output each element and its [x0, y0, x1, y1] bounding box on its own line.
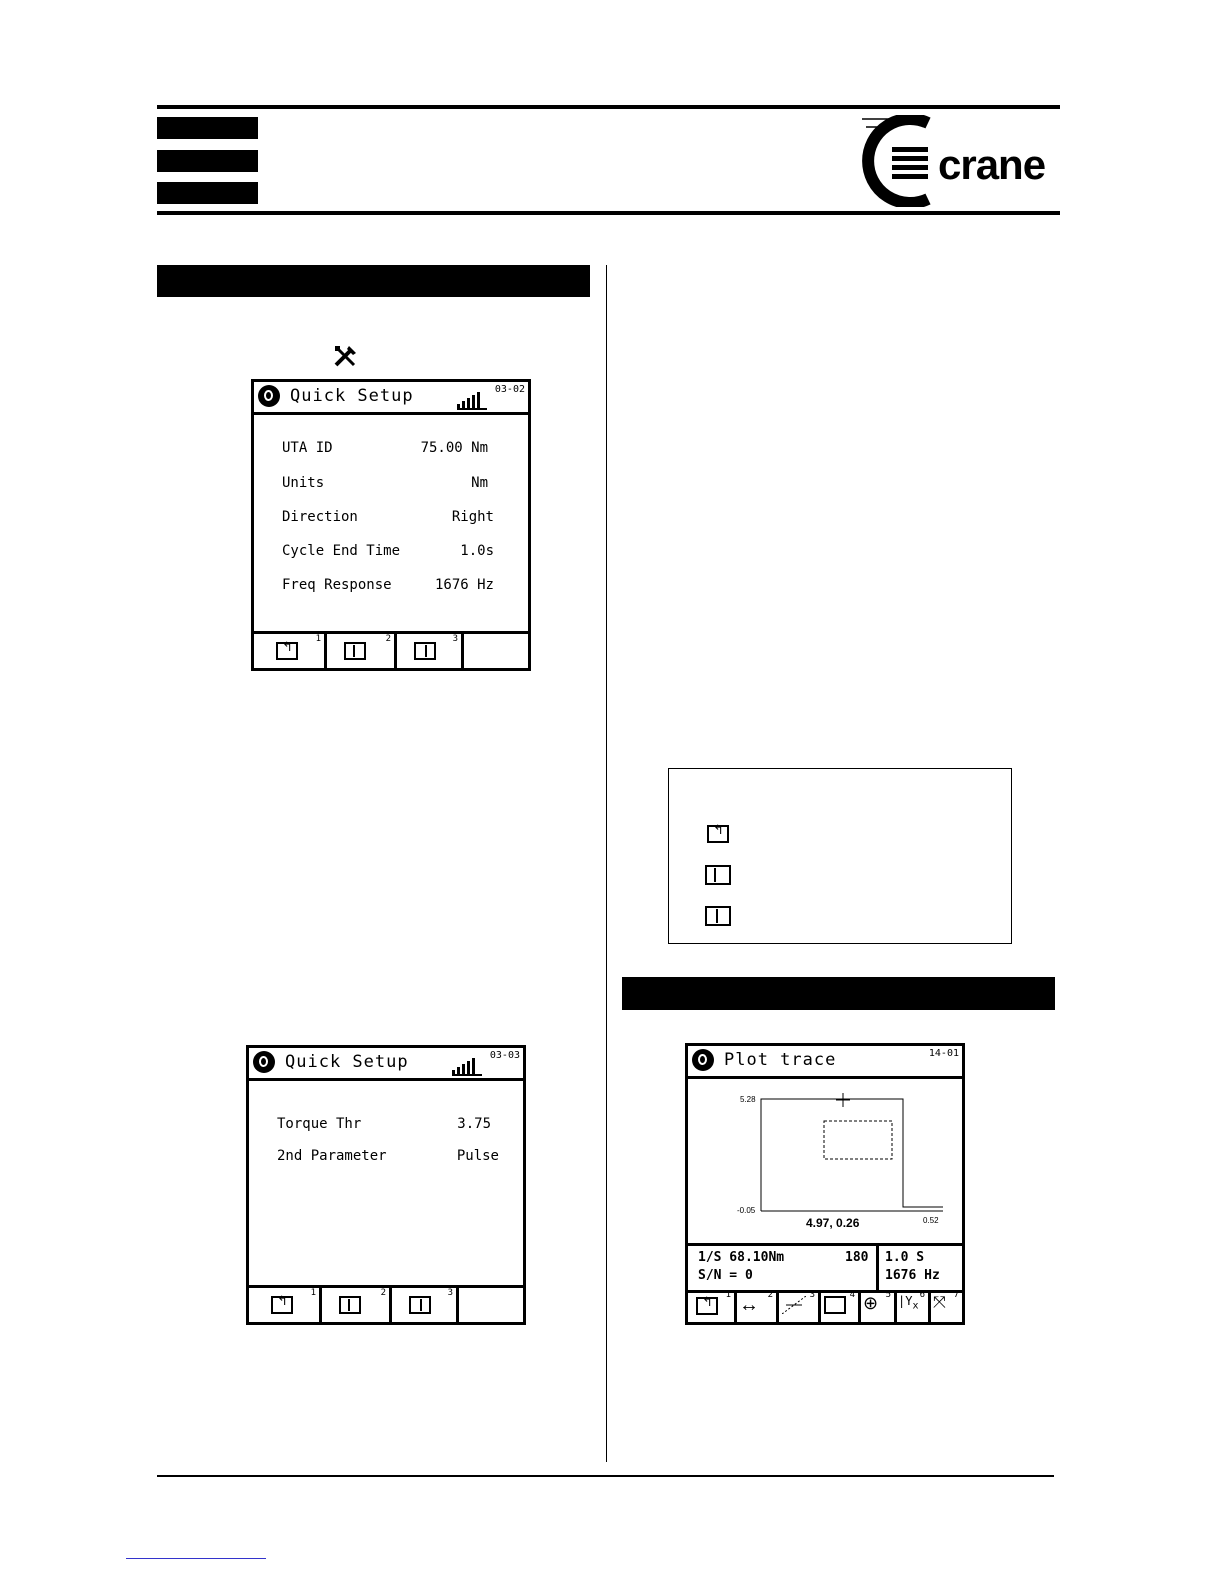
setting-value: 75.00 Nm	[420, 440, 488, 456]
setting-value: 1676 Hz	[434, 577, 494, 593]
setting-label: Torque Thr	[277, 1116, 362, 1132]
softkey-number: 2	[385, 634, 391, 644]
setting-value: 3.75	[457, 1116, 491, 1132]
screen-code: 14-01	[928, 1048, 959, 1059]
setting-label: Cycle End Time	[282, 543, 401, 559]
setting-value: Nm	[471, 475, 488, 491]
x-axis-right-label: 0.52	[923, 1216, 939, 1225]
crane-logo	[858, 115, 1063, 207]
plot-trace-screen	[685, 1043, 965, 1325]
softkey-number: 3	[809, 1290, 815, 1300]
softkey-expand[interactable]	[928, 1290, 962, 1322]
setting-value: 1.0s	[460, 543, 494, 559]
screen-code: 03-03	[489, 1050, 520, 1061]
softkey-previous[interactable]	[319, 1288, 392, 1322]
signal-strength-icon	[457, 390, 487, 408]
setting-value: Right	[451, 509, 494, 525]
softkey-number: 4	[849, 1290, 855, 1300]
softkey-legend-box	[668, 768, 1012, 944]
softkey-exit[interactable]	[688, 1290, 737, 1322]
setting-label: Direction	[282, 509, 358, 525]
softkey-bar	[254, 631, 528, 668]
softkey-exit[interactable]	[249, 1288, 322, 1322]
column-divider	[606, 265, 607, 1462]
signal-strength-icon	[452, 1056, 482, 1074]
previous-page-icon	[339, 1296, 361, 1314]
y-axis-top-label: 5.28	[740, 1095, 756, 1104]
exit-icon	[696, 1297, 718, 1315]
footnote-rule	[126, 1558, 266, 1559]
globe-icon	[692, 1049, 714, 1071]
softkey-number: 1	[310, 1288, 316, 1298]
exit-icon	[271, 1296, 293, 1314]
screen-title-bar	[688, 1046, 962, 1079]
exit-icon	[276, 642, 298, 660]
softkey-number: 1	[725, 1290, 731, 1300]
softkey-pan[interactable]	[734, 1290, 779, 1322]
globe-icon	[253, 1051, 275, 1073]
quick-setup-screen-2	[246, 1045, 526, 1325]
wrench-screwdriver-icon	[333, 343, 359, 369]
setting-value: Pulse	[456, 1148, 499, 1164]
softkey-number: 3	[447, 1288, 453, 1298]
softkey-next[interactable]	[389, 1288, 459, 1322]
footer-rule	[157, 1475, 1054, 1477]
softkey-print[interactable]	[818, 1290, 861, 1322]
status-time: 1.0 S	[885, 1250, 925, 1265]
screen-code: 03-02	[494, 384, 525, 395]
softkey-number: 2	[767, 1290, 773, 1300]
softkey-bar	[249, 1285, 523, 1322]
header-top-rule	[157, 105, 1060, 109]
exit-icon	[707, 825, 729, 843]
y-axis-bottom-label: -0.05	[737, 1206, 756, 1215]
plot-softkey-bar	[688, 1290, 962, 1322]
print-icon	[824, 1296, 846, 1314]
setting-label: Units	[282, 475, 325, 491]
previous-page-icon	[344, 642, 366, 660]
status-torque: 1/S 68.10Nm	[698, 1250, 785, 1265]
screen-title: Plot trace	[724, 1050, 837, 1070]
header-bottom-rule	[157, 211, 1060, 215]
softkey-number: 7	[953, 1290, 959, 1300]
screen-title: Quick Setup	[285, 1052, 409, 1072]
softkey-cursor[interactable]	[776, 1290, 821, 1322]
status-panel	[688, 1243, 962, 1293]
next-page-icon	[705, 906, 731, 926]
header-block-2	[157, 150, 258, 172]
softkey-number: 3	[452, 634, 458, 644]
cursor-line-icon	[782, 1296, 806, 1314]
next-page-icon	[414, 642, 436, 660]
softkey-number: 6	[919, 1290, 925, 1300]
previous-page-icon	[705, 865, 731, 885]
softkey-exit[interactable]	[254, 634, 327, 668]
setting-label: UTA ID	[282, 440, 333, 456]
next-page-icon	[409, 1296, 431, 1314]
screen-title: Quick Setup	[290, 386, 414, 406]
yx-axes-icon: $|Y_x$	[898, 1294, 919, 1312]
softkey-previous[interactable]	[324, 634, 397, 668]
softkey-zoom[interactable]	[858, 1290, 897, 1322]
left-section-header-bar	[157, 265, 590, 297]
crane-logo-text: crane	[938, 141, 1046, 188]
quick-setup-screen-1	[251, 379, 531, 671]
screen-title-bar	[249, 1048, 523, 1081]
status-sn: S/N = 0	[698, 1268, 753, 1283]
softkey-number: 2	[380, 1288, 386, 1298]
horizontal-arrows-icon: ↔	[739, 1294, 759, 1316]
screen-title-bar	[254, 382, 528, 415]
expand-arrows-icon: ⤧	[933, 1294, 946, 1311]
status-count: 180	[845, 1250, 869, 1265]
setting-label: 2nd Parameter	[277, 1148, 387, 1164]
softkey-number: 1	[315, 634, 321, 644]
header-block-1	[157, 117, 258, 139]
softkey-number: 5	[885, 1290, 891, 1300]
plot-area[interactable]	[688, 1079, 962, 1243]
right-section-header-bar	[622, 977, 1055, 1010]
cursor-readout: 4.97, 0.26	[806, 1216, 860, 1230]
status-freq: 1676 Hz	[885, 1268, 940, 1283]
zoom-icon: ⊕	[863, 1293, 879, 1313]
globe-icon	[258, 385, 280, 407]
softkey-axes[interactable]	[894, 1290, 931, 1322]
softkey-next[interactable]	[394, 634, 464, 668]
header-block-3	[157, 182, 258, 204]
setting-label: Freq Response	[282, 577, 392, 593]
status-divider	[876, 1246, 879, 1290]
